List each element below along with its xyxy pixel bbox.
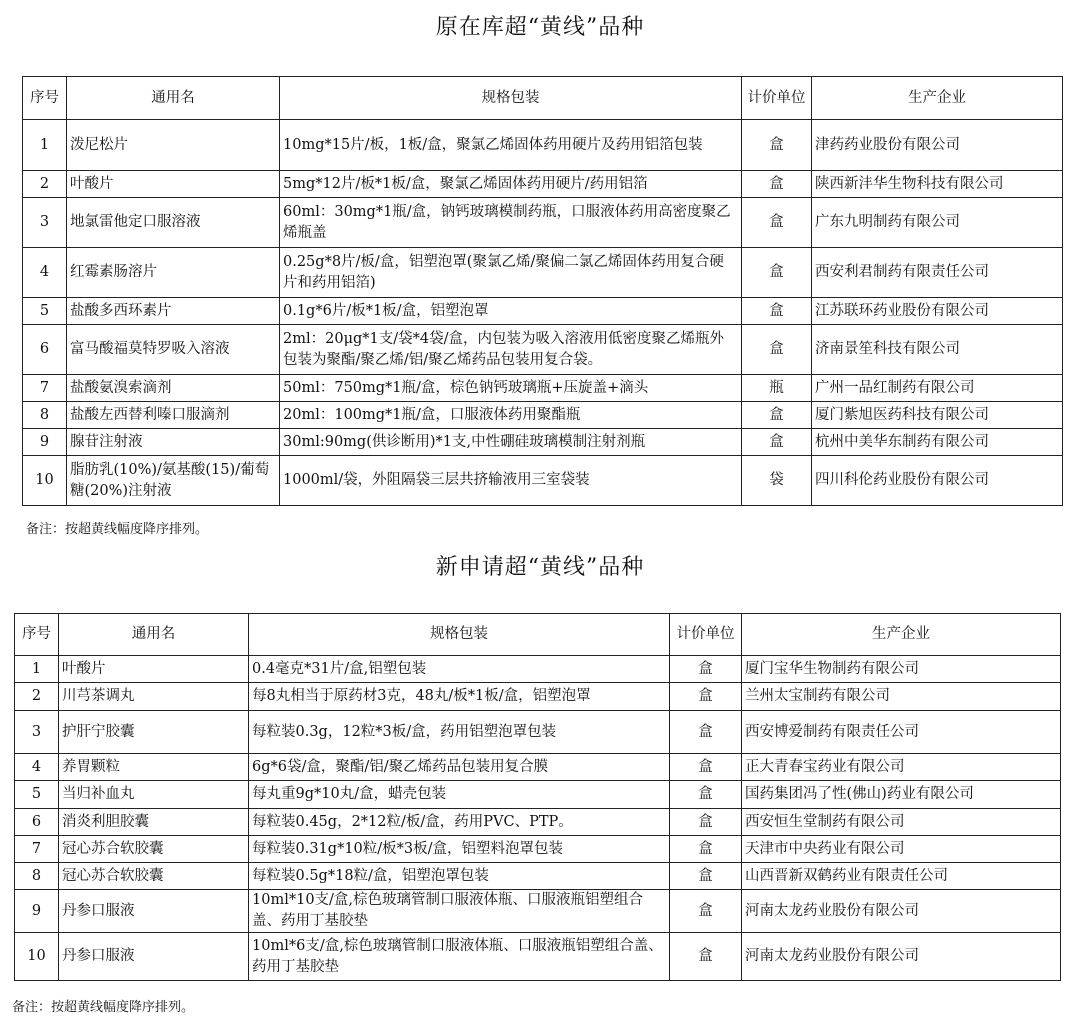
cell-manufacturer: 陕西新沣华生物科技有限公司 — [812, 171, 1063, 198]
cell-spec-package: 10ml*10支/盒,棕色玻璃管制口服液体瓶、口服液瓶铝塑组合盖、药用丁基胶垫 — [249, 890, 670, 933]
table2-title: 新申请超“黄线”品种 — [435, 555, 645, 580]
cell-unit: 盒 — [742, 171, 812, 198]
cell-index: 9 — [23, 429, 67, 456]
cell-generic-name: 护肝宁胶囊 — [59, 711, 249, 754]
cell-index: 2 — [23, 171, 67, 198]
cell-spec-package: 5mg*12片/板*1板/盒，聚氯乙烯固体药用硬片/药用铝箔 — [280, 171, 742, 198]
cell-unit: 盒 — [742, 402, 812, 429]
cell-manufacturer: 兰州太宝制药有限公司 — [742, 683, 1061, 711]
existing-items-table — [22, 76, 1063, 506]
header-unit: 计价单位 — [670, 614, 742, 656]
cell-unit: 瓶 — [742, 375, 812, 402]
cell-unit: 盒 — [742, 120, 812, 171]
cell-generic-name: 红霉素肠溶片 — [67, 248, 280, 298]
header-unit: 计价单位 — [742, 77, 812, 120]
cell-index: 8 — [15, 863, 59, 890]
cell-spec-package: 2ml：20μg*1支/袋*4袋/盒，内包装为吸入溶液用低密度聚乙烯瓶外包装为聚酯/聚乙烯/铝/聚乙烯药品包装用复合袋。 — [280, 325, 742, 375]
table-row — [15, 683, 1061, 711]
cell-generic-name: 叶酸片 — [67, 171, 280, 198]
cell-index: 3 — [15, 711, 59, 754]
cell-generic-name: 养胃颗粒 — [59, 754, 249, 781]
table-row — [23, 298, 1063, 325]
cell-spec-package: 每粒装0.45g，2*12粒/板/盒，药用PVC、PTP。 — [249, 809, 670, 836]
cell-index: 7 — [15, 836, 59, 863]
cell-unit: 盒 — [670, 754, 742, 781]
table-row — [15, 890, 1061, 933]
cell-spec-package: 每粒装0.5g*18粒/盒，铝塑泡罩包装 — [249, 863, 670, 890]
table-row — [23, 456, 1063, 506]
cell-unit: 盒 — [742, 429, 812, 456]
cell-index: 3 — [23, 198, 67, 248]
cell-manufacturer: 西安利君制药有限责任公司 — [812, 248, 1063, 298]
header-generic-name: 通用名 — [59, 614, 249, 656]
cell-generic-name: 叶酸片 — [59, 656, 249, 683]
cell-spec-package: 0.1g*6片/板*1板/盒，铝塑泡罩 — [280, 298, 742, 325]
table-header-row — [23, 77, 1063, 120]
table-row — [15, 863, 1061, 890]
cell-manufacturer: 厦门宝华生物制药有限公司 — [742, 656, 1061, 683]
cell-unit: 盒 — [742, 248, 812, 298]
table2-note: 备注：按超黄线幅度降序排列。 — [12, 1000, 195, 1015]
cell-spec-package: 10mg*15片/板，1板/盒，聚氯乙烯固体药用硬片及药用铝箔包装 — [280, 120, 742, 171]
cell-unit: 盒 — [670, 656, 742, 683]
cell-generic-name: 盐酸左西替利嗪口服滴剂 — [67, 402, 280, 429]
header-spec-package: 规格包装 — [280, 77, 742, 120]
cell-spec-package: 50ml：750mg*1瓶/盒，棕色钠钙玻璃瓶+压旋盖+滴头 — [280, 375, 742, 402]
cell-manufacturer: 杭州中美华东制药有限公司 — [812, 429, 1063, 456]
table-row — [23, 402, 1063, 429]
header-index: 序号 — [23, 77, 67, 120]
cell-generic-name: 冠心苏合软胶囊 — [59, 863, 249, 890]
cell-generic-name: 盐酸氨溴索滴剂 — [67, 375, 280, 402]
cell-spec-package: 每粒装0.31g*10粒/板*3板/盒，铝塑料泡罩包装 — [249, 836, 670, 863]
cell-spec-package: 30ml:90mg(供诊断用)*1支,中性硼硅玻璃模制注射剂瓶 — [280, 429, 742, 456]
cell-index: 8 — [23, 402, 67, 429]
cell-index: 6 — [15, 809, 59, 836]
cell-spec-package: 每丸重9g*10丸/盒，蜡壳包装 — [249, 781, 670, 809]
table-row — [23, 375, 1063, 402]
cell-unit: 盒 — [670, 711, 742, 754]
cell-index: 9 — [15, 890, 59, 933]
cell-index: 5 — [23, 298, 67, 325]
header-spec-package: 规格包装 — [249, 614, 670, 656]
cell-index: 2 — [15, 683, 59, 711]
cell-generic-name: 川芎茶调丸 — [59, 683, 249, 711]
cell-manufacturer: 西安博爱制药有限责任公司 — [742, 711, 1061, 754]
cell-manufacturer: 国药集团冯了性(佛山)药业有限公司 — [742, 781, 1061, 809]
cell-manufacturer: 西安恒生堂制药有限公司 — [742, 809, 1061, 836]
cell-generic-name: 地氯雷他定口服溶液 — [67, 198, 280, 248]
cell-manufacturer: 正大青春宝药业有限公司 — [742, 754, 1061, 781]
cell-manufacturer: 天津市中央药业有限公司 — [742, 836, 1061, 863]
table1-note: 备注：按超黄线幅度降序排列。 — [26, 522, 209, 537]
cell-unit: 盒 — [670, 781, 742, 809]
header-index: 序号 — [15, 614, 59, 656]
cell-index: 4 — [15, 754, 59, 781]
cell-spec-package: 10ml*6支/盒,棕色玻璃管制口服液体瓶、口服液瓶铝塑组合盖、药用丁基胶垫 — [249, 933, 670, 981]
cell-spec-package: 60ml：30mg*1瓶/盒，钠钙玻璃模制药瓶，口服液体药用高密度聚乙烯瓶盖 — [280, 198, 742, 248]
table-row — [15, 754, 1061, 781]
cell-manufacturer: 广东九明制药有限公司 — [812, 198, 1063, 248]
cell-generic-name: 冠心苏合软胶囊 — [59, 836, 249, 863]
cell-manufacturer: 四川科伦药业股份有限公司 — [812, 456, 1063, 506]
cell-manufacturer: 河南太龙药业股份有限公司 — [742, 890, 1061, 933]
table-row — [15, 656, 1061, 683]
cell-index: 10 — [23, 456, 67, 506]
table-row — [15, 836, 1061, 863]
header-manufacturer: 生产企业 — [742, 614, 1061, 656]
cell-unit: 盒 — [742, 198, 812, 248]
table-row — [23, 248, 1063, 298]
cell-spec-package: 0.25g*8片/板/盒，铝塑泡罩(聚氯乙烯/聚偏二氯乙烯固体药用复合硬片和药用铝箔) — [280, 248, 742, 298]
table-row — [15, 711, 1061, 754]
cell-index: 4 — [23, 248, 67, 298]
cell-spec-package: 每粒装0.3g，12粒*3板/盒，药用铝塑泡罩包装 — [249, 711, 670, 754]
cell-generic-name: 泼尼松片 — [67, 120, 280, 171]
cell-spec-package: 20ml：100mg*1瓶/盒，口服液体药用聚酯瓶 — [280, 402, 742, 429]
cell-manufacturer: 广州一品红制药有限公司 — [812, 375, 1063, 402]
cell-generic-name: 腺苷注射液 — [67, 429, 280, 456]
cell-manufacturer: 济南景笙科技有限公司 — [812, 325, 1063, 375]
table-row — [23, 120, 1063, 171]
table-row — [23, 429, 1063, 456]
cell-manufacturer: 江苏联环药业股份有限公司 — [812, 298, 1063, 325]
table1-title: 原在库超“黄线”品种 — [435, 15, 645, 40]
table-row — [23, 171, 1063, 198]
cell-generic-name: 消炎利胆胶囊 — [59, 809, 249, 836]
cell-manufacturer: 山西晋新双鹤药业有限责任公司 — [742, 863, 1061, 890]
cell-unit: 盒 — [670, 809, 742, 836]
table-row — [23, 198, 1063, 248]
cell-manufacturer: 厦门紫旭医药科技有限公司 — [812, 402, 1063, 429]
cell-spec-package: 6g*6袋/盒，聚酯/铝/聚乙烯药品包装用复合膜 — [249, 754, 670, 781]
cell-unit: 盒 — [742, 325, 812, 375]
cell-unit: 盒 — [742, 298, 812, 325]
header-generic-name: 通用名 — [67, 77, 280, 120]
table-row — [23, 325, 1063, 375]
cell-generic-name: 富马酸福莫特罗吸入溶液 — [67, 325, 280, 375]
cell-manufacturer: 津药药业股份有限公司 — [812, 120, 1063, 171]
cell-unit: 盒 — [670, 890, 742, 933]
cell-unit: 袋 — [742, 456, 812, 506]
cell-manufacturer: 河南太龙药业股份有限公司 — [742, 933, 1061, 981]
cell-spec-package: 1000ml/袋，外阻隔袋三层共挤输液用三室袋装 — [280, 456, 742, 506]
cell-generic-name: 丹参口服液 — [59, 933, 249, 981]
cell-generic-name: 丹参口服液 — [59, 890, 249, 933]
cell-generic-name: 脂肪乳(10%)/氨基酸(15)/葡萄糖(20%)注射液 — [67, 456, 280, 506]
cell-index: 5 — [15, 781, 59, 809]
table-header-row — [15, 614, 1061, 656]
cell-unit: 盒 — [670, 836, 742, 863]
cell-generic-name: 当归补血丸 — [59, 781, 249, 809]
cell-index: 6 — [23, 325, 67, 375]
cell-unit: 盒 — [670, 863, 742, 890]
cell-unit: 盒 — [670, 683, 742, 711]
cell-spec-package: 每8丸相当于原药材3克，48丸/板*1板/盒，铝塑泡罩 — [249, 683, 670, 711]
cell-generic-name: 盐酸多西环素片 — [67, 298, 280, 325]
new-application-table — [14, 613, 1061, 981]
cell-index: 10 — [15, 933, 59, 981]
cell-index: 7 — [23, 375, 67, 402]
cell-unit: 盒 — [670, 933, 742, 981]
cell-index: 1 — [23, 120, 67, 171]
table-row — [15, 809, 1061, 836]
cell-spec-package: 0.4毫克*31片/盒,铝塑包装 — [249, 656, 670, 683]
table-row — [15, 781, 1061, 809]
cell-index: 1 — [15, 656, 59, 683]
header-manufacturer: 生产企业 — [812, 77, 1063, 120]
table-row — [15, 933, 1061, 981]
